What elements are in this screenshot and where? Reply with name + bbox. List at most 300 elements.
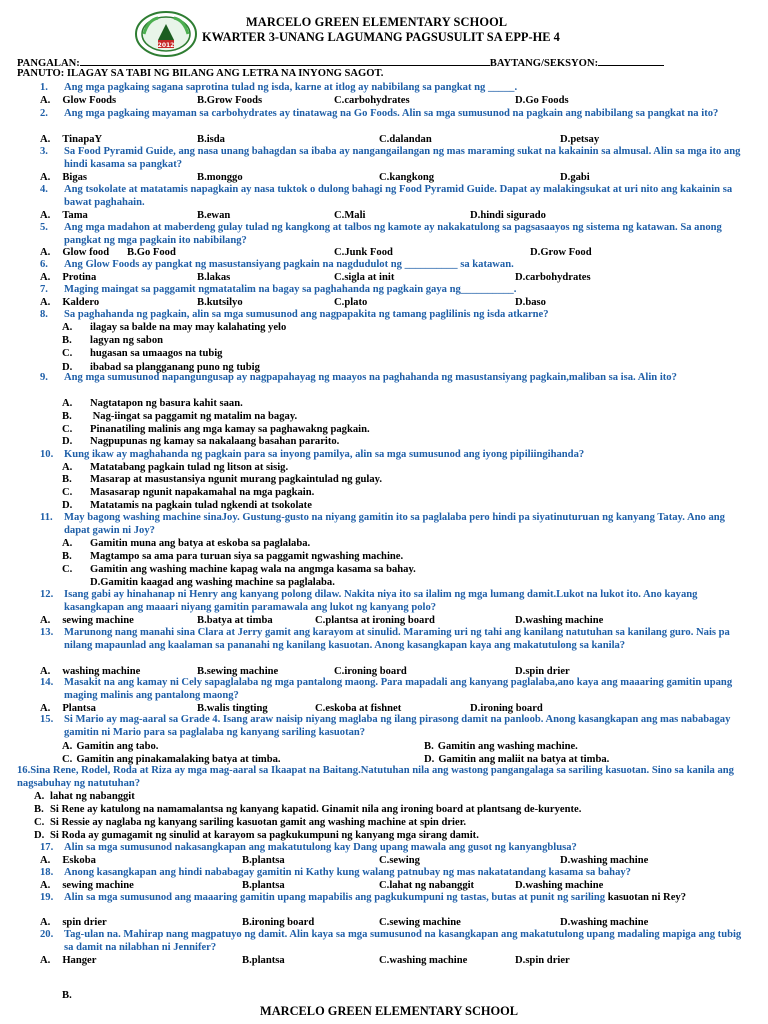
footer-school-name: MARCELO GREEN ELEMENTARY SCHOOL [260, 1004, 519, 1018]
option-text: Tama [62, 210, 88, 221]
option-text: Masarap at masustansiya ngunit murang pagkaintulad ng gulay. [90, 474, 382, 485]
option-text: sewing machine [389, 917, 461, 928]
answer-option[interactable] [197, 134, 225, 145]
answer-option[interactable] [62, 462, 288, 473]
option-text: Magtampo sa ama para turuan siya sa paggamit ngwashing machine. [90, 551, 404, 562]
option-letter: D. [515, 666, 526, 677]
option-letter: A. [40, 210, 51, 221]
option-letter: A. [62, 462, 73, 473]
option-letter: B. [197, 703, 207, 714]
option-text: petsay [570, 134, 600, 145]
option-letter: A. [40, 615, 51, 626]
stray-letter: B. [62, 990, 72, 1001]
question-text [64, 512, 744, 537]
answer-option[interactable] [560, 172, 590, 183]
question-text [64, 867, 744, 880]
option-text: washing machine [570, 917, 649, 928]
option-text: hugasan sa umaagos na tubig [90, 348, 223, 359]
answer-option[interactable] [127, 247, 176, 258]
option-letter: A. [40, 134, 51, 145]
answer-option[interactable] [334, 95, 410, 106]
baitang-label: BAYTANG/SEKSYON: [489, 58, 599, 69]
option-letter: C. [334, 666, 345, 677]
option-text: Gamitin muna ang batya at eskoba sa paglalaba. [90, 538, 311, 549]
option-text: ironing board [344, 666, 407, 677]
answer-option[interactable] [242, 855, 285, 866]
option-letter: B. [197, 615, 207, 626]
answer-option[interactable] [62, 348, 222, 359]
question-text [64, 449, 744, 462]
option-letter: C. [334, 247, 345, 258]
option-letter: C. [315, 703, 326, 714]
question-text [64, 892, 744, 905]
option-text: kangkong [389, 172, 435, 183]
option-text: ironing board [480, 703, 543, 714]
question-number: 12. [40, 589, 54, 600]
question-number: 9. [40, 372, 48, 383]
option-text: Nagtatapon ng basura kahit saan. [90, 398, 243, 409]
option-letter: D. [62, 362, 73, 373]
answer-option[interactable] [62, 487, 314, 498]
answer-option[interactable] [530, 247, 592, 258]
option-letter: C. [334, 210, 345, 221]
option-text: spin drier [62, 917, 107, 928]
answer-option[interactable] [40, 615, 134, 626]
answer-option[interactable] [197, 666, 278, 677]
answer-option[interactable] [62, 436, 339, 447]
option-text: kutsilyo [206, 297, 243, 308]
option-text: Glow food [62, 247, 110, 258]
answer-option[interactable] [379, 917, 461, 928]
answer-option[interactable] [334, 247, 393, 258]
option-letter: A. [34, 791, 45, 802]
option-letter: A. [40, 855, 51, 866]
option-letter: B. [197, 297, 207, 308]
answer-option[interactable] [40, 210, 88, 221]
answer-option[interactable] [62, 741, 158, 752]
question-text [64, 714, 744, 739]
option-text: D.Gamitin kaagad ang washing machine sa paglalaba. [90, 577, 335, 588]
option-letter: C. [62, 754, 73, 765]
option-text: washing machine [525, 615, 604, 626]
option-letter: B. [197, 666, 207, 677]
answer-option[interactable] [379, 880, 474, 891]
option-text: Gamitin ang pinakamalaking batya at timba. [76, 754, 281, 765]
option-letter: C. [62, 424, 73, 435]
option-text: Gamitin ang tabo. [76, 741, 159, 752]
option-letter: C. [62, 348, 73, 359]
option-letter: A. [40, 880, 51, 891]
question-body: Si Mario ay mag-aaral sa Grade 4. Isang araw naisip niyang maglaba ng ilang pirasong damit na panloob. Anong kasangkapan ang mas nababagay gamitin ni Mario para sa paglalaba ng kanyang sariling kasuotan? [64, 714, 731, 738]
option-text: ilagay sa balde na may may kalahating yelo [90, 322, 287, 333]
option-letter: B. [197, 210, 207, 221]
option-text: plato [344, 297, 368, 308]
option-text: ironing board [251, 917, 315, 928]
option-letter: D. [424, 754, 435, 765]
option-text: Matatamis na pagkain tulad ngkendi at tsokolate [90, 500, 312, 511]
option-text: eskoba at fishnet [325, 703, 402, 714]
answer-option[interactable] [379, 134, 432, 145]
question-number: 18. [40, 867, 54, 878]
option-letter: B. [242, 955, 252, 966]
option-letter: D. [560, 172, 571, 183]
answer-option[interactable] [515, 615, 603, 626]
option-text: lagyan ng sabon [90, 335, 164, 346]
option-text: sewing machine [62, 615, 134, 626]
option-letter: B. [197, 172, 207, 183]
option-letter: D. [515, 272, 526, 283]
option-text: Junk Food [344, 247, 393, 258]
answer-option[interactable] [62, 577, 335, 588]
answer-option[interactable] [197, 615, 273, 626]
option-letter: C. [334, 297, 345, 308]
question-number: 2. [40, 108, 48, 119]
question-number: 3. [40, 146, 48, 157]
answer-option[interactable] [560, 134, 599, 145]
option-text: Eskoba [62, 855, 96, 866]
option-letter: A. [40, 247, 51, 258]
option-letter: A. [62, 322, 73, 333]
option-letter: B. [424, 741, 434, 752]
option-letter: C. [34, 817, 45, 828]
option-text: Si Ressie ay naglaba ng kanyang sariling kasuotan gamit ang washing machine at spin drier. [50, 817, 467, 828]
answer-option[interactable] [515, 272, 591, 283]
question-text [64, 929, 744, 954]
option-letter: B. [197, 134, 207, 145]
option-letter: C. [315, 615, 326, 626]
option-text: dalandan [389, 134, 432, 145]
question-body: Ang Glow Foods ay pangkat ng masustansiyang pagkain na nagdudulot ng __________ sa katawan. [64, 259, 514, 270]
answer-option[interactable] [515, 297, 546, 308]
question-body: Sina Rene, Rodel, Roda at Riza ay mga mag-aaral sa Ikaapat na Baitang.Natutuhan nila ang wastong pangangalaga sa sariling kasuotan. Sino sa kanila ang nagsabuhay ng natutuhan? [17, 765, 734, 789]
answer-option[interactable] [40, 272, 96, 283]
option-letter: B. [62, 411, 72, 422]
answer-option[interactable] [334, 272, 394, 283]
question-number: 1. [40, 82, 48, 93]
option-text: Mali [344, 210, 366, 221]
option-text: sewing machine [206, 666, 279, 677]
option-text: Plantsa [62, 703, 96, 714]
baitang-input[interactable] [598, 56, 664, 66]
question-number: 4. [40, 184, 48, 195]
option-letter: D. [515, 95, 526, 106]
option-text: spin drier [525, 955, 570, 966]
question-tail: kasuotan ni Rey? [605, 892, 686, 903]
option-text: Gamitin ang washing machine. [437, 741, 578, 752]
question-body: May bagong washing machine sinaJoy. Gustung-gusto na niyang gamitin ito sa paglalaba pero hindi pa siyatinuturuan ng kanyang Tatay. Ano ang dapat gawin ni Joy? [64, 512, 725, 536]
option-text: carbohydrates [525, 272, 591, 283]
answer-option[interactable] [40, 880, 134, 891]
option-text: hindi sigurado [480, 210, 546, 221]
answer-option[interactable] [40, 247, 109, 258]
question-body: Tag-ulan na. Mahirap nang magpatuyo ng damit. Alin kaya sa mga sumusunod na kasangkapan ang makatutulong upang madaling mapiga ang tubig sa damit na nilabhan ni Jennifer? [64, 929, 742, 953]
option-text: lahat ng nabanggit [50, 791, 135, 802]
option-letter: B. [197, 272, 207, 283]
question-text [64, 677, 744, 702]
option-text: ibabad sa plangganang puno ng tubig [90, 362, 260, 373]
question-text [17, 765, 747, 790]
option-letter: D. [515, 615, 526, 626]
answer-option[interactable] [334, 666, 407, 677]
option-text: lahat ng nabanggit [389, 880, 475, 891]
question-body: Ang tsokolate at matatamis napagkain ay nasa tuktok o dulong bahagi ng Food Pyramid Guide. Dapat ay malakingsukat at uri nito ang kakainin sa bawat paghahain. [64, 184, 733, 208]
question-text [64, 146, 744, 171]
option-letter: C. [379, 172, 390, 183]
answer-option[interactable] [334, 210, 366, 221]
question-number: 5. [40, 222, 48, 233]
answer-option[interactable] [315, 615, 435, 626]
option-letter: A. [40, 172, 51, 183]
option-letter: A. [62, 538, 73, 549]
answer-option[interactable] [242, 880, 285, 891]
option-letter: A. [40, 297, 51, 308]
pangalan-input[interactable] [80, 56, 490, 66]
question-number: 14. [40, 677, 54, 688]
option-text: Matatabang pagkain tulad ng litson at sisig. [90, 462, 289, 473]
question-number: 15. [40, 714, 54, 725]
answer-option[interactable] [242, 917, 314, 928]
answer-option[interactable] [379, 172, 434, 183]
panuto: PANUTO: ILAGAY SA TABI NG BILANG ANG LETRA NA INYONG SAGOT. [17, 68, 384, 79]
answer-option[interactable] [62, 551, 403, 562]
option-text: ewan [206, 210, 231, 221]
question-body: Anong kasangkapan ang hindi nababagay gamitin ni Kathy kung walang patnubay ng mas nakatatandang kasama sa bahay? [64, 867, 631, 878]
answer-option[interactable] [62, 538, 310, 549]
answer-option[interactable] [470, 210, 546, 221]
answer-option[interactable] [197, 172, 243, 183]
answer-option[interactable] [242, 955, 285, 966]
question-number: 11. [40, 512, 53, 523]
answer-option[interactable] [379, 955, 467, 966]
option-letter: B. [242, 855, 252, 866]
option-letter: A. [62, 741, 73, 752]
option-text: Grow Food [540, 247, 592, 258]
option-letter: A. [40, 917, 51, 928]
answer-option[interactable] [40, 95, 116, 106]
option-letter: A. [40, 95, 51, 106]
question-number: 19. [40, 892, 54, 903]
question-body: Sa Food Pyramid Guide, ang nasa unang bahagdan sa ibaba ay nangangailangan ng mas maraming sukat na kakainin sa almusal. Alin sa mga ito ang hindi kasama sa pangkat? [64, 146, 741, 170]
answer-option[interactable] [470, 703, 543, 714]
option-text: Grow Foods [206, 95, 263, 106]
option-letter: C. [379, 955, 390, 966]
option-text: spin drier [525, 666, 570, 677]
option-letter: C. [379, 917, 390, 928]
svg-text:2012: 2012 [157, 42, 175, 49]
question-body: Ang mga madahon at maberdeng gulay tulad ng kangkong at talbos ng kamote ay nakakatulong sa pagsasaayos ng sistema ng katawan. Sa anong pangkat ng mga pagkain ito nabibilang? [64, 222, 722, 246]
option-letter: D. [62, 436, 73, 447]
question-number: 6. [40, 259, 48, 270]
option-text: Nagpupunas ng kamay sa nakalaang basahan pararito. [90, 436, 340, 447]
header [0, 6, 768, 58]
answer-option[interactable] [40, 917, 107, 928]
question-number: 16. [17, 765, 31, 776]
answer-option[interactable] [515, 880, 603, 891]
option-letter: B. [62, 474, 72, 485]
option-letter: C. [334, 95, 345, 106]
answer-option[interactable] [62, 322, 286, 333]
answer-option[interactable] [62, 398, 243, 409]
answer-option[interactable] [560, 855, 648, 866]
option-letter: D. [470, 210, 481, 221]
answer-option[interactable] [197, 703, 268, 714]
option-text: carbohydrates [344, 95, 410, 106]
option-text: Protina [62, 272, 97, 283]
option-text: Glow Foods [62, 95, 117, 106]
answer-option[interactable] [40, 955, 96, 966]
question-text [64, 627, 744, 652]
question-number: 17. [40, 842, 54, 853]
answer-option[interactable] [62, 564, 416, 575]
option-letter: D. [560, 855, 571, 866]
answer-option[interactable] [62, 335, 163, 346]
answer-option[interactable] [40, 172, 87, 183]
exam-title: KWARTER 3-UNANG LAGUMANG PAGSUSULIT SA EPP-HE 4 [202, 30, 560, 44]
answer-option[interactable] [379, 855, 420, 866]
question-body: Alin sa mga sumusunod nakasangkapan ang makatutulong kay Dang upang mawala ang gusot ng kanyangblusa? [64, 842, 577, 853]
option-text: washing machine [525, 880, 604, 891]
question-number: 7. [40, 284, 48, 295]
option-text: washing machine [62, 666, 141, 677]
answer-option[interactable] [560, 917, 648, 928]
option-text: Si Roda ay gumagamit ng sinulid at karayom sa pagkukumpuni ng kanyang mga sirang damit. [50, 830, 479, 841]
option-text: sewing machine [62, 880, 134, 891]
answer-option[interactable] [40, 297, 99, 308]
option-letter: D. [530, 247, 541, 258]
school-name: MARCELO GREEN ELEMENTARY SCHOOL [246, 15, 508, 29]
answer-option[interactable] [515, 955, 570, 966]
question-body: Ang mga pagkaing mayaman sa carbohydrates ay tinatawag na Go Foods. Alin sa mga sumusunod na pagkain ang nabibilang sa pangkat na ito? [64, 108, 719, 119]
answer-option[interactable] [62, 500, 312, 511]
option-text: Pinanatiling malinis ang mga kamay sa paghawakng pagkain. [90, 424, 370, 435]
question-text [64, 372, 744, 385]
answer-option[interactable] [40, 703, 96, 714]
option-letter: A. [40, 272, 51, 283]
option-letter: D. [515, 955, 526, 966]
option-text: baso [525, 297, 546, 308]
option-text: plantsa [251, 955, 285, 966]
question-text [64, 222, 744, 247]
answer-option[interactable] [40, 666, 140, 677]
pangalan-label: PANGALAN: [17, 58, 80, 69]
answer-option[interactable] [62, 754, 281, 765]
option-text: monggo [206, 172, 243, 183]
option-letter: B. [62, 551, 72, 562]
option-text: sigla at init [344, 272, 395, 283]
answer-option[interactable] [40, 855, 96, 866]
school-logo [134, 10, 198, 58]
option-letter: B. [242, 880, 252, 891]
question-body: Maging maingat sa paggamit ngmatatalim na bagay sa paghahanda ng pagkain gaya ng__________. [64, 284, 517, 295]
option-text: isda [206, 134, 225, 145]
answer-option[interactable] [34, 817, 466, 828]
option-text: Bigas [62, 172, 88, 183]
option-letter: B. [127, 247, 137, 258]
option-letter: C. [62, 564, 73, 575]
option-letter: A. [40, 703, 51, 714]
question-body: Sa paghahanda ng pagkain, alin sa mga sumusunod ang nagpapakita ng tamang paglilinis ng isda atkarne? [64, 309, 549, 320]
option-letter: B. [62, 335, 72, 346]
option-letter: C. [62, 487, 73, 498]
answer-option[interactable] [315, 703, 401, 714]
option-letter: D. [560, 917, 571, 928]
question-text [64, 108, 744, 121]
option-text: plantsa [251, 880, 285, 891]
option-letter: A. [62, 398, 73, 409]
answer-option[interactable] [197, 210, 230, 221]
option-text: Kaldero [62, 297, 100, 308]
option-text: washing machine [570, 855, 649, 866]
question-text [64, 842, 744, 855]
option-text: TinapaY [62, 134, 103, 145]
option-text: Hanger [62, 955, 97, 966]
question-text [64, 82, 744, 95]
question-number: 20. [40, 929, 54, 940]
question-text [64, 284, 744, 297]
option-letter: D. [470, 703, 481, 714]
question-number: 13. [40, 627, 54, 638]
option-text: washing machine [389, 955, 468, 966]
option-text: Si Rene ay katulong na namamalantsa ng kanyang kapatid. Ginamit nila ang ironing board at plantsang de-kuryente. [50, 804, 582, 815]
question-body: Isang gabi ay hinahanap ni Henry ang kanyang polong dilaw. Nakita niya ito sa ilalim ng mga lumang damit.Lukot na lukot ito. Ano kayang kasangkapan ang maaari niyang gamitin paramawala ang lukot ng kanyang polo? [64, 589, 698, 613]
answer-option[interactable] [34, 791, 135, 802]
question-body: Marunong nang manahi sina Clara at Jerry gamit ang karayom at sinulid. Maraming uri ng tahi ang kanilang natutuhan sa kanilang guro. Nais pa nilang mapaunlad ang kaalaman sa pananahi ng kanilang kasuotan. Anong kasangkapan kaya ang makatutulong sa kanila? [64, 627, 730, 651]
option-letter: D. [515, 880, 526, 891]
option-letter: D. [515, 297, 526, 308]
answer-option[interactable] [424, 754, 609, 765]
question-body: Ang mga pagkaing sagana saprotina tulad ng isda, karne at itlog ay nabibilang sa pangkat ng _____. [64, 82, 518, 93]
question-body: Ang mga sumusunod napangungusap ay nagpapahayag ng maayos na paghahanda ng masustansiyang pagkain,maliban sa isa. Alin ito? [64, 372, 677, 383]
question-body: Alin sa mga sumusunod ang maaaring gamitin upang mapabilis ang pagkukumpuni ng tastas, butas at punit ng sariling [64, 892, 606, 903]
answer-option[interactable] [40, 134, 102, 145]
answer-option[interactable] [62, 424, 370, 435]
answer-option[interactable] [515, 95, 569, 106]
option-letter: A. [40, 955, 51, 966]
answer-option[interactable] [34, 830, 479, 841]
question-text [64, 589, 744, 614]
option-text: Go Food [136, 247, 176, 258]
option-letter: D. [62, 500, 73, 511]
option-text: plantsa [251, 855, 285, 866]
answer-option[interactable] [62, 411, 297, 422]
option-text: Nag-iingat sa paggamit ng matalim na bagay. [90, 411, 298, 422]
answer-option[interactable] [424, 741, 578, 752]
option-letter: C. [379, 134, 390, 145]
answer-option[interactable] [197, 297, 243, 308]
answer-option[interactable] [197, 272, 230, 283]
question-number: 10. [40, 449, 54, 460]
option-text: sewing [389, 855, 420, 866]
answer-option[interactable] [334, 297, 367, 308]
question-number: 8. [40, 309, 48, 320]
option-letter: C. [334, 272, 345, 283]
option-letter: C. [379, 880, 390, 891]
option-text: plantsa at ironing board [325, 615, 435, 626]
question-text [64, 259, 744, 272]
answer-option[interactable] [34, 804, 581, 815]
option-text: gabi [570, 172, 590, 183]
option-text: lakas [206, 272, 231, 283]
answer-option[interactable] [197, 95, 262, 106]
answer-option[interactable] [515, 666, 570, 677]
option-letter: D. [34, 830, 45, 841]
option-text: Go Foods [525, 95, 569, 106]
option-letter: C. [379, 855, 390, 866]
option-text: Masasarap ngunit napakamahal na mga pagkain. [90, 487, 315, 498]
question-text [64, 309, 744, 322]
option-letter: B. [34, 804, 44, 815]
answer-option[interactable] [62, 474, 382, 485]
